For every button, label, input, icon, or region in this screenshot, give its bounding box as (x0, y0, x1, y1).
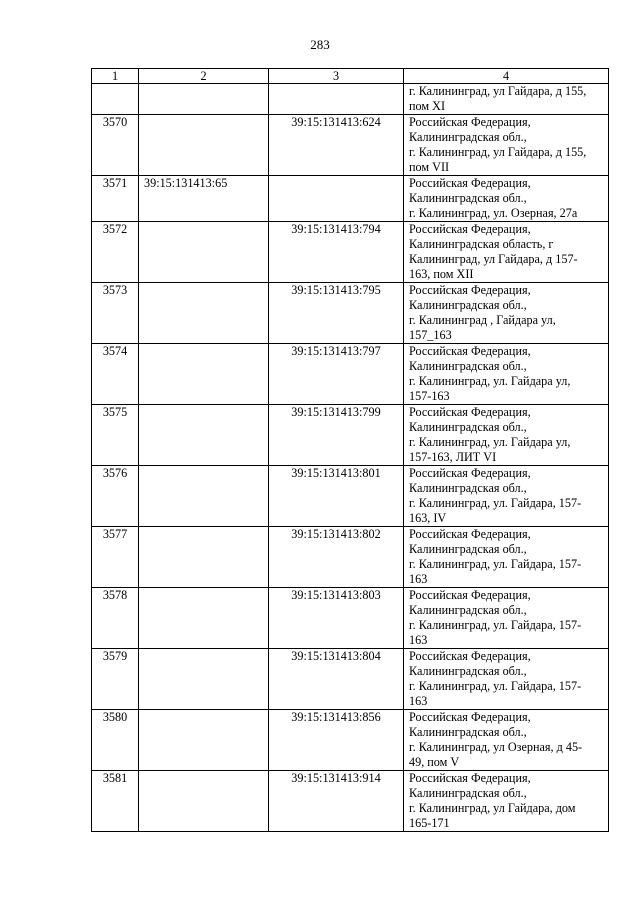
address-line: Калининградская обл., (409, 664, 527, 678)
row-number (92, 84, 139, 115)
address-line: Российская Федерация, (409, 771, 531, 785)
table-row (92, 344, 609, 405)
address-line: Российская Федерация, (409, 283, 531, 297)
cadastral-number-col3: 39:15:131413:803 (269, 588, 404, 649)
table-row (92, 588, 609, 649)
address-line: 165-171 (409, 816, 450, 830)
table-row (92, 466, 609, 527)
address-line: 163, IV (409, 511, 447, 525)
address-cell (404, 176, 609, 222)
cadastral-number-col2 (139, 710, 269, 771)
address-line: г. Калининград, ул. Гайдара, 157- (409, 679, 582, 693)
address-cell (404, 84, 609, 115)
address-line: 157_163 (409, 328, 452, 342)
cadastral-number-col3: 39:15:131413:802 (269, 527, 404, 588)
cadastral-number-col3: 39:15:131413:797 (269, 344, 404, 405)
address-cell (404, 527, 609, 588)
table-row (92, 222, 609, 283)
address-line: Калининградская обл., (409, 359, 527, 373)
cadastral-number-col2 (139, 222, 269, 283)
address-line: 49, пом V (409, 755, 460, 769)
address-line: г. Калининград , Гайдара ул, (409, 313, 556, 327)
address-cell (404, 344, 609, 405)
address-line: г. Калининград, ул Озерная, д 45- (409, 740, 583, 754)
address-line: Калининградская обл., (409, 420, 527, 434)
row-number: 3574 (92, 344, 139, 405)
address-line: 157-163 (409, 389, 450, 403)
table-row (92, 527, 609, 588)
address-line: Российская Федерация, (409, 710, 531, 724)
row-number: 3573 (92, 283, 139, 344)
address-line: г. Калининград, ул Гайдара, дом (409, 801, 576, 815)
address-line: г. Калининград, ул. Гайдара ул, (409, 435, 571, 449)
address-line: 163 (409, 572, 428, 586)
address-line: 163 (409, 694, 428, 708)
address-cell (404, 115, 609, 176)
address-line: Российская Федерация, (409, 466, 531, 480)
row-number: 3577 (92, 527, 139, 588)
cadastral-number-col3: 39:15:131413:795 (269, 283, 404, 344)
row-number: 3579 (92, 649, 139, 710)
header-col-2: 2 (139, 69, 269, 84)
cadastral-number-col2 (139, 527, 269, 588)
cadastral-number-col3: 39:15:131413:801 (269, 466, 404, 527)
address-line: Калининградская обл., (409, 130, 527, 144)
row-number: 3572 (92, 222, 139, 283)
row-number: 3571 (92, 176, 139, 222)
property-table (91, 68, 609, 832)
address-line: 163, пом XII (409, 267, 474, 281)
address-line: Калининградская обл., (409, 786, 527, 800)
address-line: Российская Федерация, (409, 222, 531, 236)
address-line: Калининградская обл., (409, 298, 527, 312)
header-col-4: 4 (404, 69, 609, 84)
cadastral-number-col2 (139, 84, 269, 115)
address-line: Российская Федерация, (409, 588, 531, 602)
address-line: Российская Федерация, (409, 405, 531, 419)
address-line: Калининградская обл., (409, 481, 527, 495)
cadastral-number-col2 (139, 649, 269, 710)
address-line: пом VII (409, 160, 450, 174)
address-cell (404, 588, 609, 649)
address-line: Российская Федерация, (409, 115, 531, 129)
table-row (92, 710, 609, 771)
row-number: 3570 (92, 115, 139, 176)
cadastral-number-col3: 39:15:131413:856 (269, 710, 404, 771)
cadastral-number-col3 (269, 84, 404, 115)
cadastral-number-col3: 39:15:131413:804 (269, 649, 404, 710)
cadastral-number-col2 (139, 405, 269, 466)
header-col-3: 3 (269, 69, 404, 84)
cadastral-number-col2 (139, 588, 269, 649)
table-row (92, 176, 609, 222)
address-line: Калининградская обл., (409, 725, 527, 739)
address-line: г. Калининград, ул. Гайдара, 157- (409, 496, 582, 510)
address-cell (404, 222, 609, 283)
cadastral-number-col2 (139, 771, 269, 832)
cadastral-number-col3: 39:15:131413:799 (269, 405, 404, 466)
row-number: 3581 (92, 771, 139, 832)
cadastral-number-col3: 39:15:131413:624 (269, 115, 404, 176)
cadastral-number-col2 (139, 115, 269, 176)
address-line: г. Калининград, ул. Гайдара ул, (409, 374, 571, 388)
table-row (92, 115, 609, 176)
row-number: 3576 (92, 466, 139, 527)
table-header-row (92, 69, 609, 84)
address-cell (404, 771, 609, 832)
address-cell (404, 649, 609, 710)
cadastral-number-col3: 39:15:131413:794 (269, 222, 404, 283)
address-line: Калининградская обл., (409, 603, 527, 617)
table-row (92, 84, 609, 115)
address-line: Российская Федерация, (409, 649, 531, 663)
address-line: Российская Федерация, (409, 344, 531, 358)
address-line: г. Калининград, ул Гайдара, д 155, (409, 145, 587, 159)
table-body (92, 84, 609, 832)
address-cell (404, 466, 609, 527)
address-line: 163 (409, 633, 428, 647)
header-col-1: 1 (92, 69, 139, 84)
address-line: г. Калининград, ул. Гайдара, 157- (409, 618, 582, 632)
cadastral-number-col3 (269, 176, 404, 222)
cadastral-number-col2 (139, 344, 269, 405)
address-cell (404, 710, 609, 771)
address-cell (404, 283, 609, 344)
address-line: Калининград, ул Гайдара, д 157- (409, 252, 578, 266)
address-cell (404, 405, 609, 466)
address-line: г. Калининград, ул. Озерная, 27а (409, 206, 578, 220)
address-line: пом XI (409, 99, 446, 113)
address-line: Калининградская обл., (409, 542, 527, 556)
row-number: 3575 (92, 405, 139, 466)
cadastral-number-col2 (139, 283, 269, 344)
address-line: г. Калининград, ул. Гайдара, 157- (409, 557, 582, 571)
table-row (92, 649, 609, 710)
cadastral-number-col2: 39:15:131413:65 (139, 176, 269, 222)
page-number: 283 (310, 37, 330, 52)
cadastral-number-col2 (139, 466, 269, 527)
address-line: 157-163, ЛИТ VI (409, 450, 497, 464)
address-line: Калининградская область, г (409, 237, 554, 251)
table-row (92, 405, 609, 466)
table-row (92, 283, 609, 344)
address-line: Российская Федерация, (409, 176, 531, 190)
address-line: Калининградская обл., (409, 191, 527, 205)
table-row (92, 771, 609, 832)
address-line: г. Калининград, ул Гайдара, д 155, (409, 84, 587, 98)
cadastral-number-col3: 39:15:131413:914 (269, 771, 404, 832)
row-number: 3578 (92, 588, 139, 649)
address-line: Российская Федерация, (409, 527, 531, 541)
row-number: 3580 (92, 710, 139, 771)
